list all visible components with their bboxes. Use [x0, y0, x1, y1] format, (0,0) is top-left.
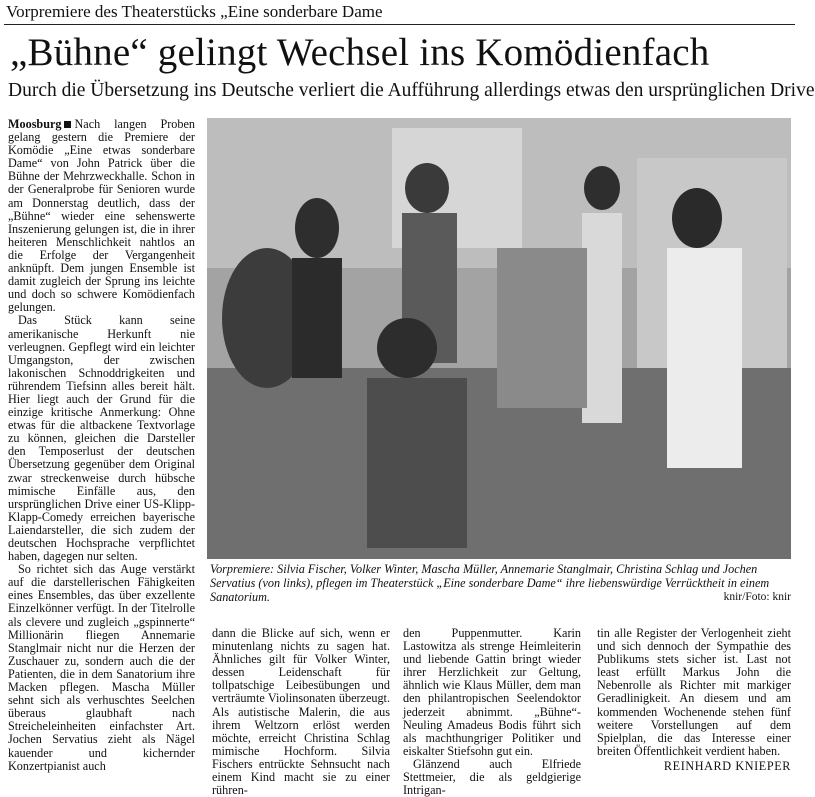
paragraph-6: Glänzend auch Elfriede Stettmeier, die als geldgierige Intrigan-: [403, 756, 581, 797]
subhead: Durch die Übersetzung ins Deutsche verliert die Aufführung allerdings etwas den ursprünglichen Drive: [8, 80, 815, 101]
stage-photo-icon: [207, 118, 791, 559]
photo-caption: Vorpremiere: Silvia Fischer, Volker Winter, Mascha Müller, Annemarie Stanglmair, Christina Schlag und Jochen Servatius (von links), pflegen im Theaterstück „Eine sonderbare Dame“ ihre liebenswürdige Verrücktheit in einem Sanatorium.: [210, 562, 770, 604]
dateline: Moosburg: [8, 117, 62, 131]
paragraph-7: tin alle Register der Verlogenheit zieht und sich dennoch der Sympathie des Publikums stets sicher ist. Last not least erfüllt Markus John die Nebenrolle als Richter mit markiger Geradlinigkeit. An diesem und am kommenden Wochenende stehen fünf weitere Vorstellungen auf dem Spielplan, die das Interesse einer breiten Öffentlichkeit verdient haben.: [597, 626, 791, 758]
byline: REINHARD KNIEPER: [663, 758, 791, 773]
paragraph-5: den Puppenmutter. Karin Lastowitza als strenge Heimleiterin und liebende Gattin bringt wieder ihrer Herzlichkeit zur Geltung, ähnlich wie Klaus Müller, dem man den philantropischen Seelendoktor jederzeit abnimmt. „Bühne“-Neuling Amadeus Bodis führt sich als machthungriger Politiker und eiskalter Stiefsohn gut ein.: [403, 626, 581, 758]
paragraph-2: Das Stück kann seine amerikanische Herkunft nie verleugnen. Gepflegt wird ein leichter Umgangston, der zwischen lakonischen Schnoddrigkeiten und rührendem Tiefsinn alles bereit hält. Hier liegt auch der Grund für die einzige kritische Anmerkung: Ohne etwas für die altbackene Textvorlage zu können, gleichen die Darsteller den Temposerlust der deutschen Übersetzung gegenüber dem Original zwar streckenweise durch hübsche mimische Einfälle aus, den ursprünglichen Drive einer US-Klipp-Klapp-Comedy erreichen bayerische Laiendarsteller, die sich zudem der deutschen Hochsprache verpflichtet haben, dagegen nur selten.: [8, 313, 195, 564]
paragraph-3: So richtet sich das Auge verstärkt auf die darstellerischen Fähigkeiten eines Ensembles, das über exzellente Einzelkönner verfügt. In der Titelrolle als clevere und zugleich „gspinnerte“ Millionärin fliegen Annemarie Stanglmair nicht nur die Herzen der Zuschauer zu, sondern auch die der Patienten, die in dem Sanatorium ihre Macken pflegen. Mascha Müller sehnt sich als verhuschtes Seelchen überaus glaubhaft nach Streicheleinheiten einfachster Art. Jochen Servatius zieht als Nägel kauender und kichernder Konzertpianist auch: [8, 562, 195, 773]
paragraph-4: dann die Blicke auf sich, wenn er minutenlang nichts zu sagen hat. Ähnliches gilt für Volker Winter, dessen Leidenschaft für tollpatschige Leibesübungen und verträumte Violinsonaten überzeugt. Als autistische Malerin, die aus ihrem Weltzorn erlöst werden möchte, erreicht Christina Schlag mimische Hochform. Silvia Fischers entrückte Sehnsucht nach einem Kind macht sie zu einer rühren-: [212, 626, 390, 797]
photo: [207, 118, 791, 559]
article-column-3: [403, 626, 581, 797]
dateline-square-icon: [64, 121, 71, 128]
headline: „Bühne“ gelingt Wechsel ins Komödienfach: [10, 31, 710, 74]
top-rule: [4, 24, 795, 25]
photo-credit: knir/Foto: knir: [723, 591, 791, 603]
kicker: Vorpremiere des Theaterstücks „Eine sonderbare Dame: [6, 2, 383, 21]
article-column-4: [597, 627, 791, 785]
paragraph-1: Moosburg Nach langen Proben gelang gestern die Premiere der Komödie „Eine etwas sonderbare Dame“ von John Patrick über die Bühne der Mehrzweckhalle. Schon in der Generalprobe für Senioren wurde am Donnerstag deutlich, dass der „Bühne“ wieder eine sehenswerte Inszenierung gelungen ist, die in ihrer heiteren Menschlichkeit nahtlos an die Erfolge der Vergangenheit anknüpft. Dem jungen Ensemble ist damit zugleich der Sprung ins leichte und doch so schwere Komödienfach gelungen.: [8, 117, 195, 315]
article-column-2: [212, 626, 390, 797]
article-column-1: [8, 118, 195, 783]
